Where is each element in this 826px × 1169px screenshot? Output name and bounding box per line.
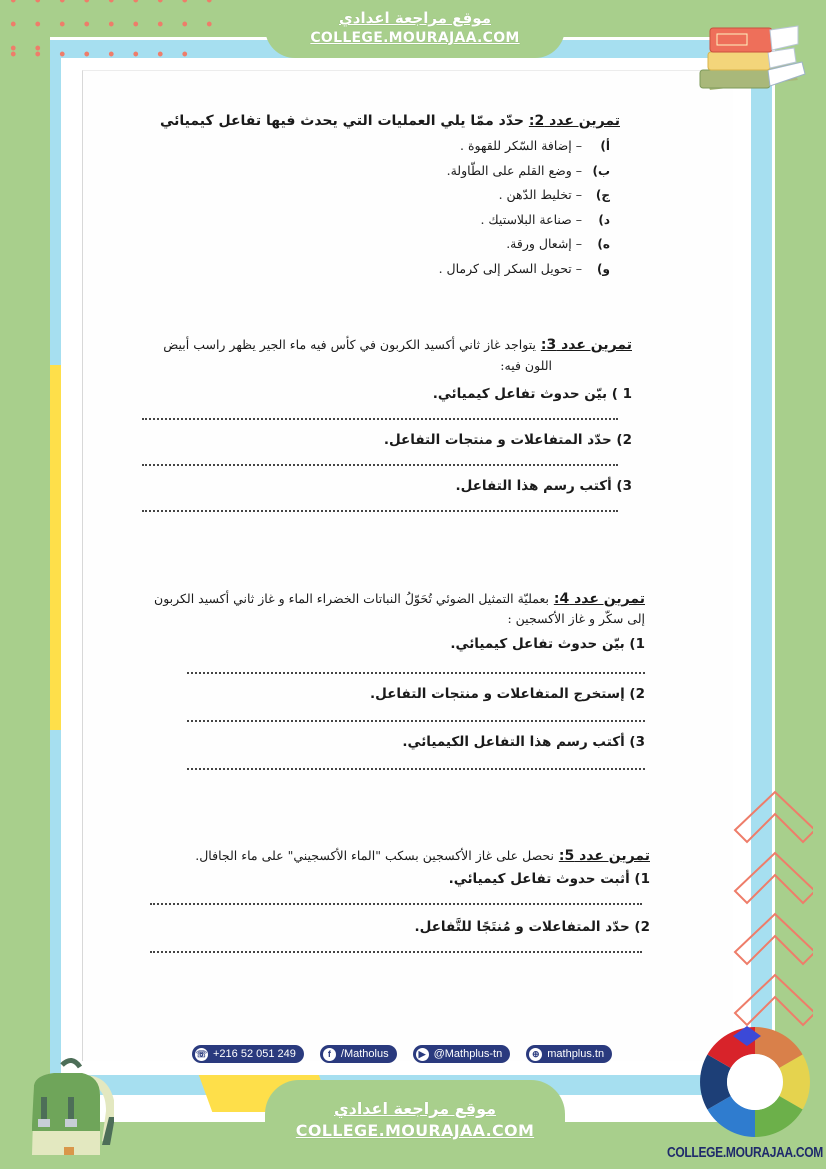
whatsapp-link[interactable]: ☏ +216 52 051 249 xyxy=(192,1045,304,1063)
yellow-accent-left xyxy=(50,365,61,730)
exercise-2-prompt: حدّد ممّا يلي العمليات التي يحدث فيها تفاعل كيميائي xyxy=(159,113,524,129)
list-item: أ)– إضافة السّكر للقهوة . xyxy=(460,138,610,153)
list-item: و)– تحويل السكر إلى كرمال . xyxy=(438,260,610,276)
exercise-4-header xyxy=(135,588,645,610)
books-stack-icon xyxy=(690,14,810,94)
answer-line[interactable] xyxy=(150,951,642,953)
youtube-link[interactable]: ▶ @Mathplus-tn xyxy=(413,1045,511,1063)
exercise-5-label: تمرين عدد 5: xyxy=(558,848,650,864)
question-1: 1 ) بيّن حدوث تفاعل كيميائي. xyxy=(432,386,632,402)
footer-site-url[interactable]: COLLEGE.MOURAJAA.COM xyxy=(295,1121,535,1140)
chevron-up-decoration-icon xyxy=(733,790,813,1040)
answer-line[interactable] xyxy=(150,903,642,905)
answer-line[interactable] xyxy=(187,672,645,674)
header-site-url[interactable]: COLLEGE.MOURAJAA.COM xyxy=(310,30,520,46)
exercise-3-intro: يتواجد غاز ثاني أكسيد الكربون في كأس فيه ماء الجير يظهر راسب أبيض xyxy=(163,337,536,352)
whatsapp-icon: ☏ xyxy=(195,1048,208,1059)
social-links xyxy=(192,1045,612,1063)
exercise-5-intro: نحصل على غاز الأكسجين بسكب "الماء الأكسجيني" على ماء الجافال. xyxy=(195,848,554,863)
logo-caption: COLLEGE.MOURAJAA.COM xyxy=(666,1143,823,1161)
list-item: ج)– تخليط الدّهن . xyxy=(498,187,610,202)
exercise-2-header xyxy=(150,108,620,134)
question-2: 2) حدّد المتفاعلات و منتجات التفاعل. xyxy=(383,432,632,448)
question-1: 1) أثبت حدوث تفاعل كيميائي. xyxy=(448,871,650,887)
exercise-2-label: تمرين عدد 2: xyxy=(528,113,620,129)
footer-banner[interactable] xyxy=(265,1080,565,1169)
answer-line[interactable] xyxy=(142,464,618,466)
question-2: 2) حدّد المتفاعلات و مُنتَجًا للتَّفاعل. xyxy=(414,919,650,935)
dot-pattern-row xyxy=(0,40,200,60)
exercise-3-intro-cont: اللون فيه: xyxy=(500,358,552,373)
exercise-5-header xyxy=(150,845,650,867)
exercise-3-header xyxy=(142,334,632,356)
question-3: 3) أكتب رسم هذا التفاعل الكيميائي. xyxy=(402,734,645,750)
facebook-icon: f xyxy=(323,1048,336,1061)
exercise-4-intro-cont: إلى سكّر و غاز الأكسجين : xyxy=(507,611,645,626)
exercise-4-intro: بعمليّة التمثيل الضوئي تُحَوّلُ النباتات الخضراء الماء و غاز ثاني أكسيد الكربون xyxy=(154,591,549,606)
answer-line[interactable] xyxy=(187,720,645,722)
list-item: ه)– إشعال ورقة. xyxy=(506,236,610,251)
list-item: ب)– وضع القلم على الطّاولة. xyxy=(446,162,610,178)
college-logo-icon xyxy=(695,1022,815,1142)
question-2: 2) إستخرج المتفاعلات و منتجات التفاعل. xyxy=(370,686,645,702)
question-3: 3) أكتب رسم هذا التفاعل. xyxy=(455,478,632,494)
answer-line[interactable] xyxy=(187,768,645,770)
exercise-4-label: تمرين عدد 4: xyxy=(553,591,645,607)
answer-line[interactable] xyxy=(142,418,618,420)
footer-arabic-title: موقع مراجعة اعدادي xyxy=(333,1099,497,1118)
exercise-3-label: تمرين عدد 3: xyxy=(540,337,632,353)
header-banner[interactable] xyxy=(265,0,565,58)
exercise-2 xyxy=(150,108,620,281)
exercise-2-items xyxy=(150,134,620,281)
exercise-4 xyxy=(135,588,645,770)
facebook-link[interactable]: f /Matholus xyxy=(320,1045,397,1063)
exercise-5 xyxy=(150,845,650,953)
globe-icon: ⊕ xyxy=(529,1048,542,1061)
header-arabic-title: موقع مراجعة اعدادي xyxy=(339,9,491,27)
youtube-icon: ▶ xyxy=(416,1048,429,1061)
exercise-3 xyxy=(142,334,632,512)
website-link[interactable]: ⊕ mathplus.tn xyxy=(526,1045,612,1063)
answer-line[interactable] xyxy=(142,510,618,512)
backpack-icon xyxy=(14,1055,114,1165)
list-item: د)– صناعة البلاستيك . xyxy=(480,211,610,227)
question-1: 1) بيّن حدوث تفاعل كيميائي. xyxy=(450,636,645,652)
